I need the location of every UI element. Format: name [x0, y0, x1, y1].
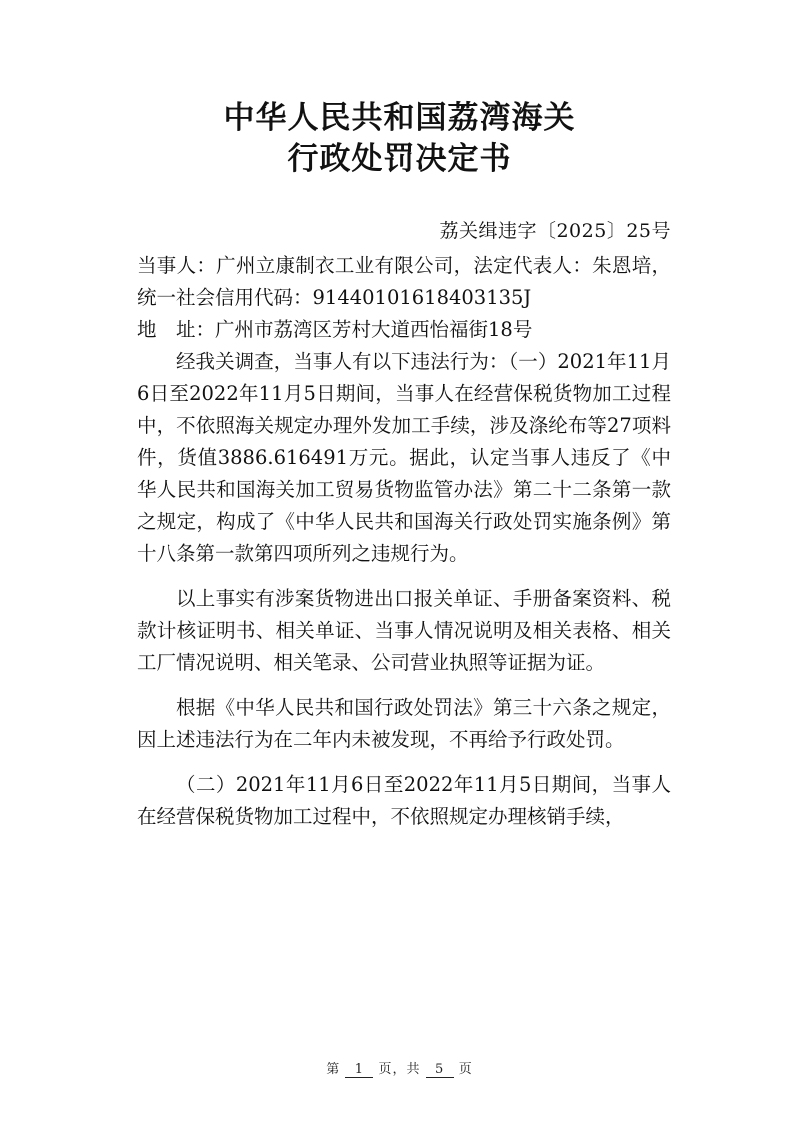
footer-page-number: 1 [345, 1062, 373, 1078]
paragraph-violation-2: （二）2021年11月6日至2022年11月5日期间，当事人在经营保税货物加工过程中，不依照规定办理核销手续， [137, 773, 671, 828]
footer-middle: 页，共 [378, 1062, 421, 1077]
paragraph-legal-basis: 根据《中华人民共和国行政处罚法》第三十六条之规定，因上述违法行为在二年内未被发现，不再给予行政处罚。 [137, 696, 671, 751]
document-title-line1: 中华人民共和国荔湾海关 [223, 100, 576, 136]
document-body [137, 250, 671, 833]
document-title-line2: 行政处罚决定书 [287, 141, 512, 177]
party-address: 地 址：广州市荔湾区芳村大道西怡福街18号 [137, 318, 533, 341]
footer-suffix: 页 [458, 1062, 473, 1077]
page-footer [0, 1058, 799, 1078]
paragraph-evidence: 以上事实有涉案货物进出口报关单证、手册备案资料、税款计核证明书、相关单证、当事人情况说明及相关表格、相关工厂情况说明、相关笔录、公司营业执照等证据为证。 [137, 587, 671, 674]
footer-prefix: 第 [326, 1062, 341, 1077]
party-info: 当事人：广州立康制衣工业有限公司，法定代表人：朱恩培，统一社会信用代码：91440101618403135J [137, 254, 671, 309]
footer-total-pages: 5 [426, 1062, 454, 1078]
document-number: 荔关缉违字〔2025〕25号 [439, 220, 671, 242]
paragraph-violation-1: 经我关调查，当事人有以下违法行为：（一）2021年11月6日至2022年11月5日期间，当事人在经营保税货物加工过程中，不依照海关规定办理外发加工手续，涉及涤纶布等27项料件，货值3886.616491万元。据此，认定当事人违反了《中华人民共和国海关加工贸易货物监管办法》第二十二条第一款之规定，构成了《中华人民共和国海关行政处罚实施条例》第十八条第一款第四项所列之违规行为。 [137, 350, 671, 565]
